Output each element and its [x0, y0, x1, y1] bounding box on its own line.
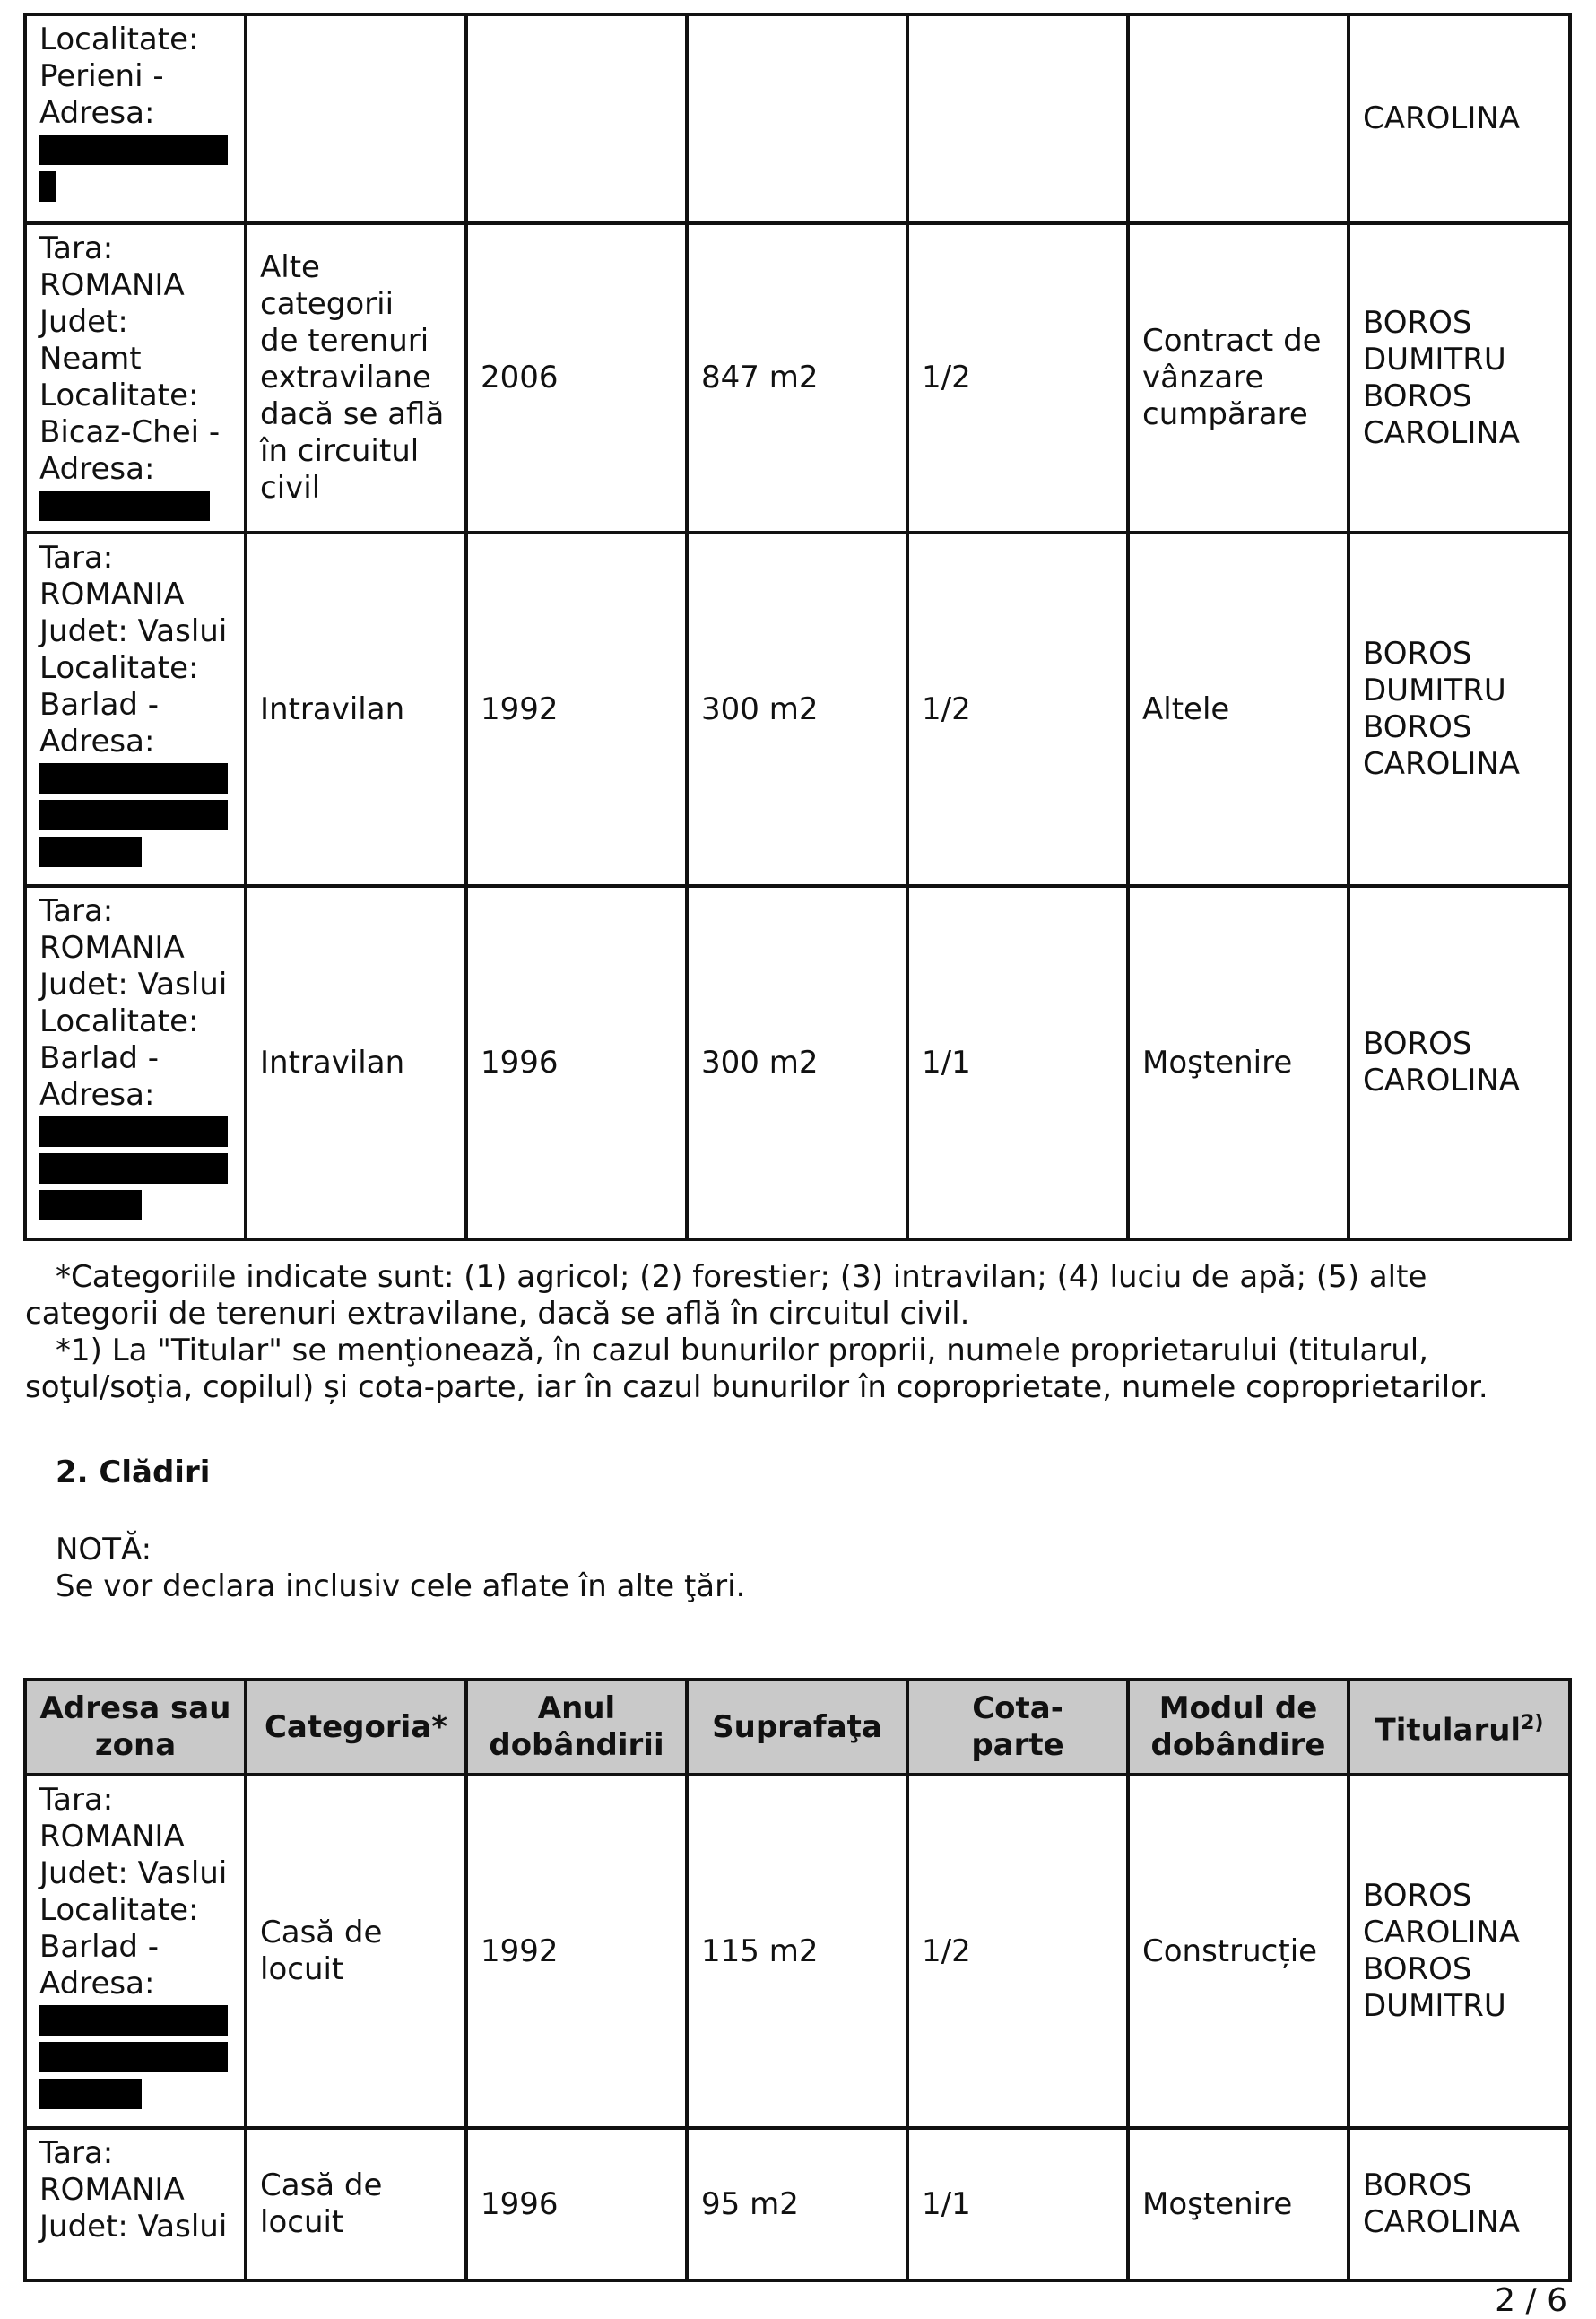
nota-text: Se vor declara inclusiv cele aflate în alte ţări.: [56, 1568, 746, 1604]
cell-line: vânzare: [1142, 360, 1264, 395]
year-cell: 2006: [466, 223, 687, 533]
category-cell: [246, 1775, 466, 2128]
cell-line: cumpărare: [1142, 396, 1308, 432]
share-cell: 1/2: [907, 1775, 1128, 2128]
table-row: [25, 533, 1570, 886]
cell-line: Tara:: [39, 2135, 114, 2171]
cell-line: ROMANIA: [39, 577, 185, 612]
area-cell: 300 m2: [687, 533, 907, 886]
cell-line: Judet: Vaslui: [39, 2209, 228, 2245]
cell-line: Modul de: [1158, 1690, 1318, 1726]
section-title: 2. Clădiri: [56, 1455, 211, 1490]
cell-line: locuit: [260, 2204, 344, 2240]
cell-line: dobândirii: [489, 1727, 664, 1763]
address-cell: [25, 2128, 246, 2280]
share-cell: 1/1: [907, 2128, 1128, 2280]
cell-line: Alte categorii: [260, 249, 395, 322]
cell-line: DUMITRU: [1363, 673, 1506, 708]
nota: [25, 1532, 1596, 1605]
acquisition-mode-cell: [1128, 2128, 1349, 2280]
cell-line: Judet: Vaslui: [39, 1855, 228, 1891]
category-cell: [246, 886, 466, 1239]
cell-line: Localitate:: [39, 650, 199, 686]
cell-line: parte: [971, 1727, 1064, 1763]
header-owner: [1349, 1680, 1570, 1775]
buildings-table: [23, 1678, 1572, 2282]
share-cell: 1/1: [907, 886, 1128, 1239]
nota-label: NOTĂ:: [56, 1532, 152, 1568]
cell-line: CAROLINA: [1363, 414, 1521, 451]
cell-line: Moştenire: [1142, 2185, 1293, 2222]
cell-line: CAROLINA: [1363, 746, 1521, 782]
category-footnote: *Categoriile indicate sunt: (1) agricol; (2) forestier; (3) intravilan; (4) luciu de apă; (5) alte categorii de terenuri extravilane, dacă se află în circuitul civil.: [25, 1259, 1427, 1332]
cell-line: Altele: [1142, 690, 1230, 727]
header-row: [25, 1680, 1570, 1775]
cell-line: Suprafaţa: [712, 1708, 882, 1745]
share-cell: 1/2: [907, 223, 1128, 533]
redaction-bar: [39, 1190, 142, 1220]
year-cell: 1992: [466, 1775, 687, 2128]
page-number: 2 / 6: [1495, 2282, 1567, 2319]
cell-line: în circuitul: [260, 433, 420, 469]
cell-line: BOROS: [1363, 1878, 1472, 1914]
cell-line: BOROS: [1363, 378, 1472, 414]
cell-line: Barlad -: [39, 1929, 160, 1965]
cell-line: zona: [94, 1727, 177, 1763]
cell-line: Adresa sau: [39, 1690, 231, 1726]
cell-line: Categoria*: [264, 1708, 448, 1745]
cell-line: Localitate:: [39, 1892, 199, 1928]
owner-cell: [1349, 223, 1570, 533]
cell-line: DUMITRU: [1363, 1988, 1506, 2024]
address-cell: [25, 1775, 246, 2128]
cell-line: Tara:: [39, 540, 114, 576]
cell-line: Tara:: [39, 1782, 114, 1818]
cell-line: BOROS: [1363, 2167, 1472, 2203]
cell-line: Barlad -: [39, 1040, 160, 1076]
header-mode: [1128, 1680, 1349, 1775]
cell-line: Anul: [537, 1690, 616, 1726]
cell-line: Adresa:: [39, 95, 155, 131]
cell-line: locuit: [260, 1951, 344, 1987]
cell-line: de terenuri: [260, 323, 429, 359]
redaction-bar: [39, 1116, 228, 1147]
acquisition-mode-cell: [1128, 886, 1349, 1239]
cell-line: civil: [260, 470, 321, 506]
redaction-bar: [39, 837, 142, 867]
category-cell: [246, 14, 466, 223]
redaction-bar: [39, 135, 228, 165]
cell-line: Moştenire: [1142, 1044, 1293, 1081]
cell-line: Judet: Neamt: [39, 304, 142, 377]
cell-line: Tara:: [39, 230, 114, 266]
acquisition-mode-cell: [1128, 14, 1349, 223]
year-cell: 1992: [466, 533, 687, 886]
cell-line: Adresa:: [39, 1077, 155, 1113]
table-row: [25, 14, 1570, 223]
cell-line: Tara:: [39, 893, 114, 929]
cell-line: CAROLINA: [1363, 2204, 1521, 2240]
header-area: [687, 1680, 907, 1775]
area-cell: 300 m2: [687, 886, 907, 1239]
owner-cell: [1349, 533, 1570, 886]
area-cell: [687, 14, 907, 223]
cell-line: Cota-: [972, 1690, 1063, 1726]
cell-line: ROMANIA: [39, 2172, 185, 2208]
cell-line: Construcție: [1142, 1932, 1318, 1969]
cell-line: Judet: Vaslui: [39, 967, 228, 1003]
cell-line: Contract de: [1142, 323, 1322, 359]
header-share: [907, 1680, 1128, 1775]
cell-line: CAROLINA: [1363, 1915, 1521, 1950]
table-row: [25, 886, 1570, 1239]
address-cell: [25, 223, 246, 533]
redaction-bar: [39, 491, 210, 521]
redaction-bar: [39, 2005, 228, 2036]
land-table: [23, 13, 1572, 1241]
cell-line: extravilane: [260, 360, 431, 395]
redaction-bar: [39, 800, 228, 830]
cell-line: BOROS: [1363, 709, 1472, 745]
cell-line: Intravilan: [260, 1044, 405, 1081]
cell-line: Adresa:: [39, 451, 155, 487]
category-cell: [246, 533, 466, 886]
cell-line: Casă de: [260, 1915, 383, 1950]
cell-line: DUMITRU: [1363, 341, 1506, 378]
redaction-bar: [39, 763, 228, 794]
cell-line: dacă se află: [260, 396, 445, 432]
owner-cell: [1349, 2128, 1570, 2280]
header-category: [246, 1680, 466, 1775]
header-address: [25, 1680, 246, 1775]
table-row: [25, 223, 1570, 533]
acquisition-mode-cell: [1128, 223, 1349, 533]
cell-line: BOROS: [1363, 636, 1472, 672]
table-row: [25, 2128, 1570, 2280]
cell-line: CAROLINA: [1363, 1063, 1521, 1099]
cell-line: dobândire: [1150, 1727, 1326, 1763]
acquisition-mode-cell: [1128, 1775, 1349, 2128]
redaction-bar: [39, 2042, 228, 2072]
redaction-bar: [39, 1153, 228, 1184]
cell-line: BOROS: [1363, 304, 1472, 341]
cell-line: Judet: Vaslui: [39, 613, 228, 649]
acquisition-mode-cell: [1128, 533, 1349, 886]
owner-cell: [1349, 14, 1570, 223]
owner-cell: [1349, 886, 1570, 1239]
cell-line: Barlad -: [39, 687, 160, 723]
year-cell: [466, 14, 687, 223]
share-cell: [907, 14, 1128, 223]
header-owner-label: Titularul: [1375, 1712, 1522, 1749]
table-row: [25, 1775, 1570, 2128]
cell-line: ROMANIA: [39, 267, 185, 303]
cell-line: Adresa:: [39, 1966, 155, 2002]
cell-line: Localitate:: [39, 1003, 199, 1039]
cell-line: Bicaz-Chei -: [39, 414, 221, 450]
category-cell: [246, 2128, 466, 2280]
cell-line: Intravilan: [260, 690, 405, 727]
year-cell: 1996: [466, 2128, 687, 2280]
address-cell: [25, 533, 246, 886]
cell-line: Adresa:: [39, 724, 155, 760]
header-owner-superscript: 2): [1521, 1712, 1544, 1735]
cell-line: Casă de: [260, 2167, 383, 2203]
share-cell: 1/2: [907, 533, 1128, 886]
area-cell: 95 m2: [687, 2128, 907, 2280]
address-cell: [25, 14, 246, 223]
footnotes: [25, 1259, 1567, 1406]
cell-line: Localitate:: [39, 22, 199, 57]
area-cell: 847 m2: [687, 223, 907, 533]
year-cell: 1996: [466, 886, 687, 1239]
owner-footnote: *1) La "Titular" se menţionează, în cazul bunurilor proprii, numele proprietarului (titularul, soţul/soţia, copilul) și cota-parte, iar în cazul bunurilor în coproprietate, numele coproprietarilor.: [25, 1333, 1488, 1405]
address-cell: [25, 886, 246, 1239]
cell-line: CAROLINA: [1363, 100, 1521, 136]
cell-line: ROMANIA: [39, 1819, 185, 1854]
redaction-bar: [39, 171, 56, 202]
owner-cell: [1349, 1775, 1570, 2128]
area-cell: 115 m2: [687, 1775, 907, 2128]
cell-line: ROMANIA: [39, 930, 185, 966]
category-cell: [246, 223, 466, 533]
cell-line: Perieni -: [39, 58, 164, 94]
header-year: [466, 1680, 687, 1775]
cell-line: Localitate:: [39, 378, 199, 413]
cell-line: BOROS: [1363, 1951, 1472, 1987]
cell-line: BOROS: [1363, 1026, 1472, 1062]
redaction-bar: [39, 2079, 142, 2109]
